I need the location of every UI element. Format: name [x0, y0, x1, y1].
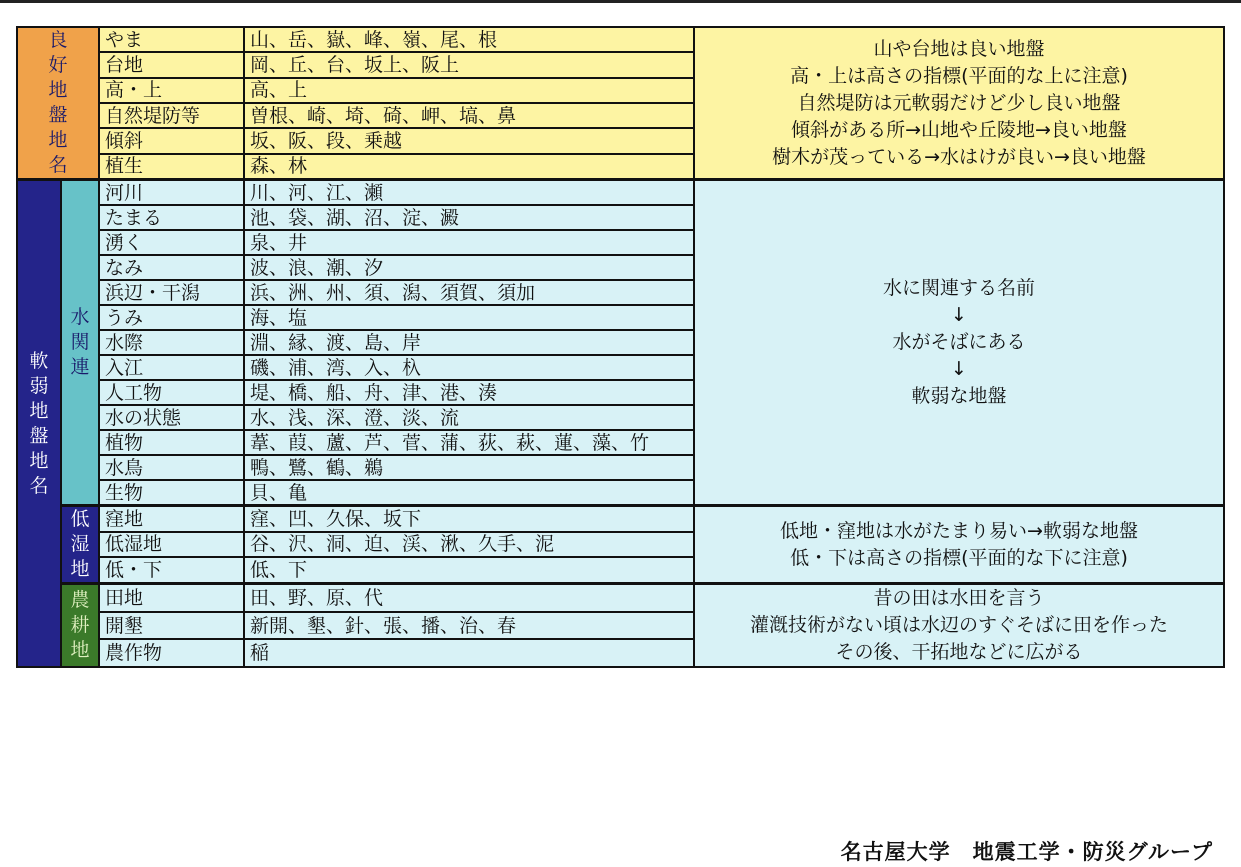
category-cell: 植生 [99, 154, 244, 180]
category-cell: 傾斜 [99, 128, 244, 153]
names-cell: 田、野、原、代 [244, 584, 694, 612]
names-cell: 葦、葭、蘆、芦、菅、蒲、荻、萩、蓮、藻、竹 [244, 430, 694, 455]
water-related-explanation: 水に関連する名前 ↓ 水がそばにある ↓ 軟弱な地盤 [694, 180, 1224, 506]
table-row [17, 584, 1224, 612]
category-cell: 水鳥 [99, 455, 244, 480]
names-cell: 泉、井 [244, 230, 694, 255]
category-cell: やま [99, 27, 244, 52]
category-cell: 人工物 [99, 380, 244, 405]
category-cell: 河川 [99, 180, 244, 206]
category-cell: 農作物 [99, 639, 244, 667]
category-cell: なみ [99, 255, 244, 280]
names-cell: 岡、丘、台、坂上、阪上 [244, 52, 694, 77]
top-rule [0, 0, 1241, 3]
category-cell: 入江 [99, 355, 244, 380]
names-cell: 波、浪、潮、汐 [244, 255, 694, 280]
footer-credit: 名古屋大学 地震工学・防災グループ [840, 840, 1213, 864]
names-cell: 海、塩 [244, 305, 694, 330]
category-cell: 水際 [99, 330, 244, 355]
names-cell: 稲 [244, 639, 694, 667]
names-cell: 浜、洲、州、須、潟、須賀、須加 [244, 280, 694, 305]
names-cell: 川、河、江、瀬 [244, 180, 694, 206]
category-cell: 開墾 [99, 612, 244, 640]
table-row [17, 27, 1224, 52]
table-row [17, 180, 1224, 206]
names-cell: 山、岳、嶽、峰、嶺、尾、根 [244, 27, 694, 52]
category-cell: 窪地 [99, 506, 244, 532]
names-cell: 谷、沢、洞、迫、渓、湫、久手、泥 [244, 532, 694, 558]
names-cell: 鴨、鷺、鶴、鵜 [244, 455, 694, 480]
names-cell: 磯、浦、湾、入、杁 [244, 355, 694, 380]
names-cell: 窪、凹、久保、坂下 [244, 506, 694, 532]
good-ground-explanation: 山や台地は良い地盤 高・上は高さの指標(平面的な上に注意) 自然堤防は元軟弱だけど少し良い地盤 傾斜がある所→山地や丘陵地→良い地盤 樹木が茂っている→水はけが良い→良い地盤 [694, 27, 1224, 180]
names-cell: 水、浅、深、澄、淡、流 [244, 405, 694, 430]
farmland-explanation: 昔の田は水田を言う 灌漑技術がない頃は水辺のすぐそばに田を作った その後、干拓地などに広がる [694, 584, 1224, 668]
lowland-explanation: 低地・窪地は水がたまり易い→軟弱な地盤 低・下は高さの指標(平面的な下に注意) [694, 506, 1224, 584]
farmland-header: 農 耕 地 [61, 584, 99, 668]
category-cell: 高・上 [99, 78, 244, 103]
names-cell: 池、袋、湖、沼、淀、澱 [244, 205, 694, 230]
soft-ground-header: 軟 弱 地 盤 地 名 [17, 180, 61, 668]
names-cell: 高、上 [244, 78, 694, 103]
category-cell: 生物 [99, 480, 244, 506]
names-cell: 森、林 [244, 154, 694, 180]
names-cell: 坂、阪、段、乗越 [244, 128, 694, 153]
names-cell: 貝、亀 [244, 480, 694, 506]
category-cell: 浜辺・干潟 [99, 280, 244, 305]
category-cell: うみ [99, 305, 244, 330]
category-cell: 水の状態 [99, 405, 244, 430]
category-cell: 低湿地 [99, 532, 244, 558]
category-cell: 低・下 [99, 557, 244, 583]
category-cell: たまる [99, 205, 244, 230]
category-cell: 自然堤防等 [99, 103, 244, 128]
names-cell: 曽根、崎、埼、碕、岬、塙、鼻 [244, 103, 694, 128]
category-cell: 台地 [99, 52, 244, 77]
names-cell: 堤、橋、船、舟、津、港、湊 [244, 380, 694, 405]
names-cell: 淵、縁、渡、島、岸 [244, 330, 694, 355]
category-cell: 湧く [99, 230, 244, 255]
water-related-header: 水 関 連 [61, 180, 99, 506]
category-cell: 田地 [99, 584, 244, 612]
good-ground-header: 良 好 地 盤 地 名 [17, 27, 99, 180]
category-cell: 植物 [99, 430, 244, 455]
lowland-header: 低 湿 地 [61, 506, 99, 584]
names-cell: 新開、墾、針、張、播、治、春 [244, 612, 694, 640]
ground-place-names-table [16, 26, 1225, 668]
names-cell: 低、下 [244, 557, 694, 583]
table-row [17, 506, 1224, 532]
